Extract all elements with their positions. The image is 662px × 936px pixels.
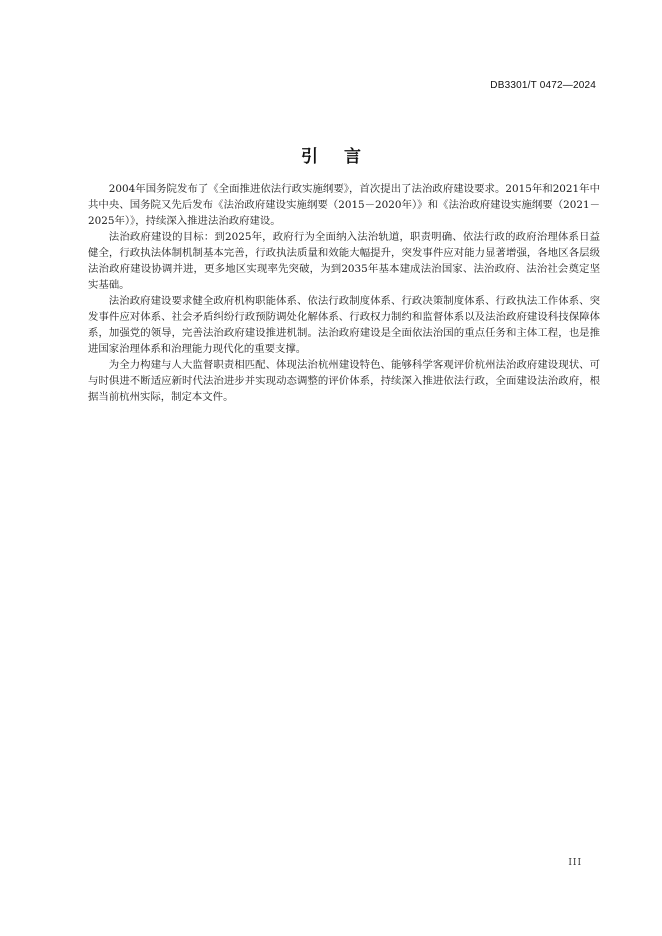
paragraph: 2004年国务院发布了《全面推进依法行政实施纲要》，首次提出了法治政府建设要求。2015年和2021年中共中央、国务院又先后发布《法治政府建设实施纲要（2015－2020年）》和《法治政府建设实施纲要（2021－2025年）》，持续深入推进法治政府建设。 <box>88 183 600 227</box>
paragraph: 法治政府建设的目标：到2025年，政府行为全面纳入法治轨道，职责明确、依法行政的政府治理体系日益健全，行政执法体制机制基本完善，行政执法质量和效能大幅提升，突发事件应对能力显著增强，各地区各层级法治政府建设协调并进，更多地区实现率先突破，为到2035年基本建成法治国家、法治政府、法治社会奠定坚实基础。 <box>88 231 600 291</box>
page-title: 引言 <box>301 147 387 167</box>
page-number: III <box>568 858 582 868</box>
paragraph: 为全力构建与人大监督职责相匹配、体现法治杭州建设特色、能够科学客观评价杭州法治政府建设现状、可与时俱进不断适应新时代法治进步并实现动态调整的评价体系，持续深入推进依法行政，全面建设法治政府，根据当前杭州实际，制定本文件。 <box>88 359 600 403</box>
document-code: DB3301/T 0472—2024 <box>490 80 596 91</box>
paragraph: 法治政府建设要求健全政府机构职能体系、依法行政制度体系、行政决策制度体系、行政执法工作体系、突发事件应对体系、社会矛盾纠纷行政预防调处化解体系、行政权力制约和监督体系以及法治政府建设科技保障体系，加强党的领导，完善法治政府建设推进机制。法治政府建设是全面依法治国的重点任务和主体工程，也是推进国家治理体系和治理能力现代化的重要支撑。 <box>88 295 600 355</box>
document-body <box>88 181 600 405</box>
